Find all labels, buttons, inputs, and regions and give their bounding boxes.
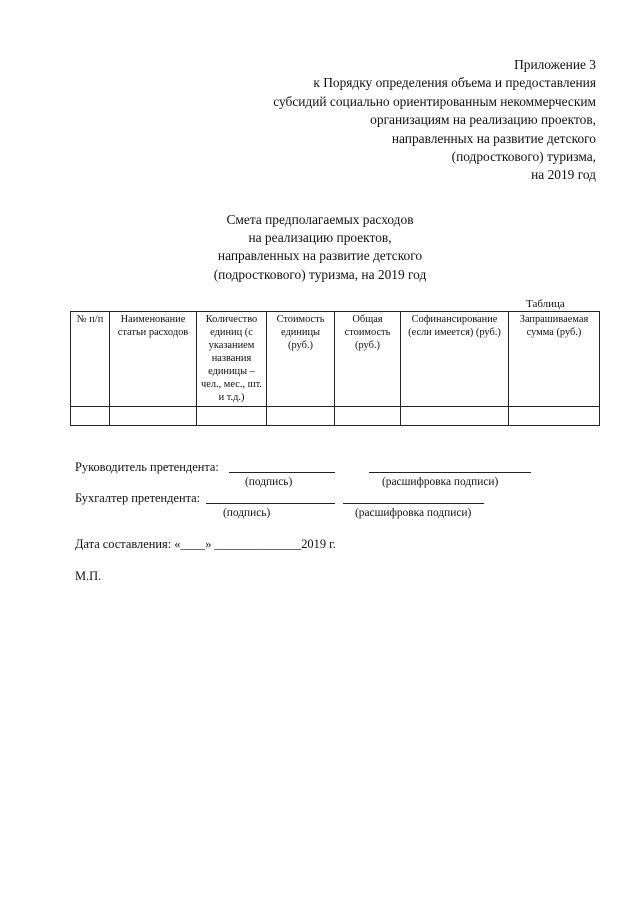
head-decryption-line[interactable] [369,472,531,473]
head-decryption-hint: (расшифровка подписи) [382,476,499,488]
col-header-unit-cost: Стоимость единицы (руб.) [267,312,335,407]
col-header-quantity: Количество единиц (с указанием названия единицы – чел., мес., шт. и т.д.) [197,312,267,407]
table-cell[interactable] [71,407,110,426]
head-signature-hint: (подпись) [245,476,293,488]
accountant-signature-hint: (подпись) [223,507,271,519]
table-cell[interactable] [267,407,335,426]
appendix-line: организациям на реализацию проектов, [370,112,596,128]
accountant-signature-label: Бухгалтер претендента: [75,491,201,505]
appendix-block [176,56,596,185]
table-cell[interactable] [110,407,197,426]
table-cell[interactable] [401,407,509,426]
col-header-total-cost: Общая стоимость (руб.) [335,312,401,407]
table-row [71,407,600,426]
table-label: Таблица [526,298,565,310]
appendix-line: субсидий социально ориентированным некоммерческим [273,93,596,109]
appendix-line: к Порядку определения объема и предоставления [313,75,596,91]
title-line: Смета предполагаемых расходов [226,212,414,227]
title-line: направленных на развитие детского [217,248,423,264]
col-header-number: № п/п [71,312,110,407]
table-cell[interactable] [335,407,401,426]
accountant-decryption-hint: (расшифровка подписи) [355,507,472,519]
table-cell[interactable] [509,407,600,426]
document-title [150,211,490,284]
appendix-line: (подросткового) туризма, [451,149,596,165]
table-cell[interactable] [197,407,267,426]
appendix-line: направленных на развитие детского [391,130,596,146]
head-signature-label: Руководитель претендента: [75,460,219,474]
accountant-decryption-line[interactable] [343,503,484,504]
col-header-cofinancing: Софинансирование (если имеется) (руб.) [401,312,509,407]
stamp-place: М.П. [75,569,102,583]
appendix-line: Приложение 3 [514,57,596,72]
accountant-signature-line[interactable] [206,503,335,504]
table-header-row [71,312,600,407]
title-line: (подросткового) туризма, на 2019 год [213,266,427,282]
title-line: на реализацию проектов, [248,230,392,246]
col-header-item-name: Наименование статьи расходов [110,312,197,407]
estimate-table [70,311,600,426]
col-header-requested-sum: Запрашиваемая сумма (руб.) [509,312,600,407]
date-line: Дата составления: «____» ______________2019 г. [75,537,336,551]
appendix-line: на 2019 год [531,167,596,183]
head-signature-line[interactable] [229,472,335,473]
